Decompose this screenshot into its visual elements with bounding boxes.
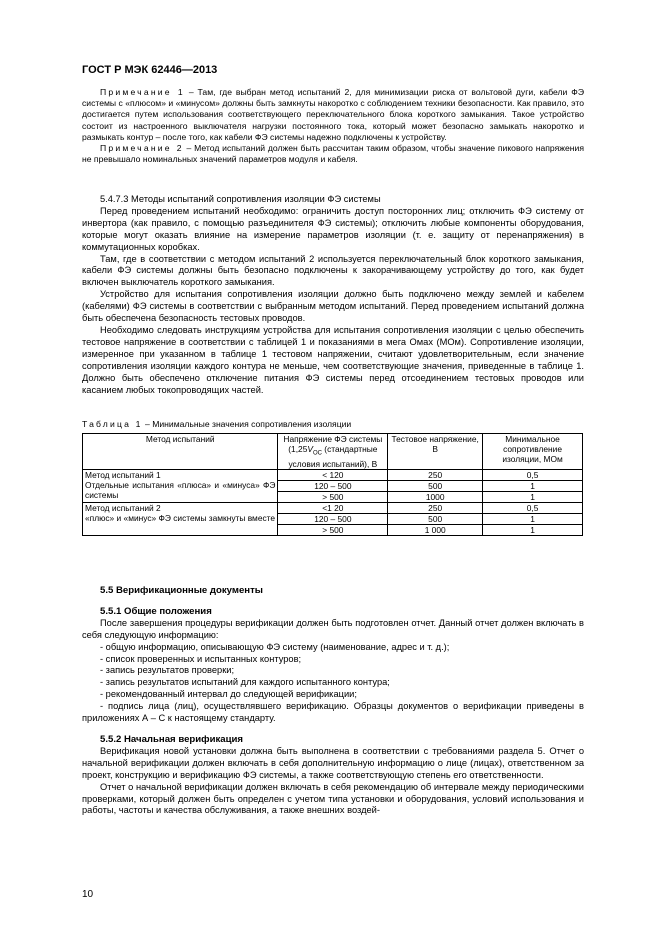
- method-title: Метод испытаний 2: [85, 502, 161, 513]
- list-item: - запись результатов проверки;: [100, 665, 235, 676]
- voltage-cell: > 500: [278, 491, 388, 502]
- method-description: Отдельные испытания «плюса» и «минуса» ФЭ системы: [85, 479, 276, 500]
- list-item: - рекомендованный интервал до следующей верификации;: [100, 689, 357, 700]
- table-caption-label: Таблица 1: [82, 419, 143, 429]
- test-voltage-cell: 500: [388, 513, 483, 524]
- header-voltage-v: V: [307, 444, 313, 454]
- test-voltage-cell: 500: [388, 480, 483, 491]
- resistance-cell: 1: [483, 524, 583, 535]
- paragraph: Перед проведением испытаний необходимо: ограничить доступ посторонних лиц; отключить ФЭ систему от инвертора (как правило, с помощью разъединителя ФЭ системы); отключить любые компоненты оборудования, которые могут оказать влияние на измерение параметров изоляции (т. е. защиту от перенапряжения) в коммутационных коробках.: [82, 205, 584, 252]
- list-item: - подпись лица (лиц), осуществлявшего верификацию. Образцы документов о верификации приведены в приложениях А – С к настоящему стандарту.: [82, 701, 584, 724]
- subsection-heading: 5.5.1 Общие положения: [100, 605, 212, 617]
- test-voltage-cell: 1 000: [388, 524, 483, 535]
- report-contents-list: [82, 642, 584, 725]
- note-2-text: – Метод испытаний должен быть рассчитан таким образом, чтобы значение пикового напряжения не превышало номинальных значений параметров модуля и кабеля.: [82, 143, 584, 165]
- table-row: [83, 502, 583, 513]
- test-voltage-cell: 250: [388, 502, 483, 513]
- header-voltage: [278, 434, 388, 470]
- list-item: - список проверенных и испытанных контуров;: [100, 653, 302, 664]
- note-2-label: Примечание 2: [100, 143, 184, 154]
- note-1-label: Примечание 1: [100, 87, 185, 97]
- list-item: - запись результатов испытаний для каждого испытанного контура;: [100, 677, 390, 688]
- resistance-cell: 1: [483, 513, 583, 524]
- resistance-cell: 0,5: [483, 502, 583, 513]
- section-heading: 5.4.7.3 Методы испытаний сопротивления изоляции ФЭ системы: [100, 194, 381, 204]
- header-voltage-sub: OC: [312, 450, 322, 457]
- page-number: 10: [82, 889, 94, 900]
- section-heading: 5.5 Верификационные документы: [100, 585, 263, 596]
- paragraph: Отчет о начальной верификации должен включать в себя рекомендацию об интервале между периодическими проверками, который должен быть определен с учетом типа установки и оборудования, условий использования и работы, частоты и качества обслуживания, а также внешних воздей-: [82, 781, 584, 816]
- subsection-heading: 5.5.2 Начальная верификация: [100, 733, 244, 745]
- voltage-cell: <1 20: [278, 502, 388, 513]
- resistance-cell: 1: [483, 491, 583, 502]
- table-caption: [82, 419, 584, 430]
- voltage-cell: 120 – 500: [278, 480, 388, 491]
- page-header: ГОСТ Р МЭК 62446—2013: [82, 64, 218, 76]
- table-header-row: [83, 434, 583, 470]
- method-cell: [83, 502, 278, 535]
- test-voltage-cell: 1000: [388, 491, 483, 502]
- test-voltage-cell: 250: [388, 469, 483, 480]
- voltage-cell: 120 – 500: [278, 513, 388, 524]
- note-1-text: – Там, где выбран метод испытаний 2, для минимизации риска от вольтовой дуги, кабели ФЭ системы с «плюсом» и «минусом» должны быть замкнуты накоротко с соблюдением техники безопасности. Как правило, это достигается путем использования соответствующего переключательного блока короткого замыкания. Такое устройство состоит из настроенного выключателя нагрузки постоянного тока, который может безопасно замыкать накоротко и размыкать контур – после того, как кабели ФЭ системы надежно подключены к устройству.: [82, 87, 584, 142]
- header-min-resistance: Минимальное сопротивление изоляции, МОм: [483, 434, 583, 470]
- header-test-voltage: Тестовое напряжение, В: [388, 434, 483, 470]
- paragraph: Необходимо следовать инструкциям устройства для испытания сопротивления изоляции с целью обеспечить тестовое напряжение в соответствии с таблицей 1 и показаниями в мега Омах (МОм). Сопротивление изоляции, измеренное при указанном в таблице 1 тестовом напряжении, считают удовлетворительным, если значение сопротивления изоляции каждого контура не меньше, чем соответствующие значения, приведенные в таблице 1. Должно быть обеспечено отключение питания ФЭ системы перед отсоединением тестовых проводов или касанием любых токопроводящих частей.: [82, 324, 584, 395]
- method-cell: [83, 469, 278, 502]
- header-voltage-b: (стандартные условия испытаний), В: [288, 444, 378, 469]
- paragraph: Верификация новой установки должна быть выполнена в соответствии с требованиями раздела 5. Отчет о начальной верификации должен включать в себя дополнительную информацию о лице (лицах), ответственном за проект, конструкцию и верификацию ФЭ системы, а также соответствующую степень его ответственности.: [82, 745, 584, 780]
- notes-block: [82, 87, 584, 165]
- list-item: - общую информацию, описывающую ФЭ систему (наименование, адрес и т. д.);: [100, 641, 450, 652]
- table-caption-text: – Минимальные значения сопротивления изоляции: [142, 419, 352, 429]
- paragraph: Там, где в соответствии с методом испытаний 2 используется переключательный блок короткого замыкания, кабели ФЭ системы должны быть безопасно подключены к закорачивающему устройству до того, как будет включен выключатель короткого замыкания.: [82, 253, 584, 288]
- method-title: Метод испытаний 1: [85, 469, 161, 480]
- paragraph: После завершения процедуры верификации должен быть подготовлен отчет. Данный отчет должен включать в себя следующую информацию:: [82, 617, 584, 640]
- resistance-cell: 1: [483, 480, 583, 491]
- paragraph: Устройство для испытания сопротивления изоляции должно быть подключено между землей и кабелем (кабелями) ФЭ системы в соответствии с выбранным методом испытаний. Перед проведением испытаний должна быть обеспечена безопасность тестовых проводов.: [82, 289, 584, 324]
- note-2: [82, 143, 584, 165]
- method-description: «плюс» и «минус» ФЭ системы замкнуты вместе: [85, 512, 276, 523]
- table-row: [83, 469, 583, 480]
- insulation-resistance-table: [82, 433, 583, 536]
- header-voltage-a: Напряжение ФЭ системы (1,25: [283, 434, 383, 454]
- resistance-cell: 0,5: [483, 469, 583, 480]
- section-5-5: [82, 585, 584, 817]
- voltage-cell: < 120: [278, 469, 388, 480]
- voltage-cell: > 500: [278, 524, 388, 535]
- header-method: Метод испытаний: [83, 434, 278, 470]
- note-1: [82, 87, 584, 143]
- section-5-4-7-3: [82, 194, 584, 396]
